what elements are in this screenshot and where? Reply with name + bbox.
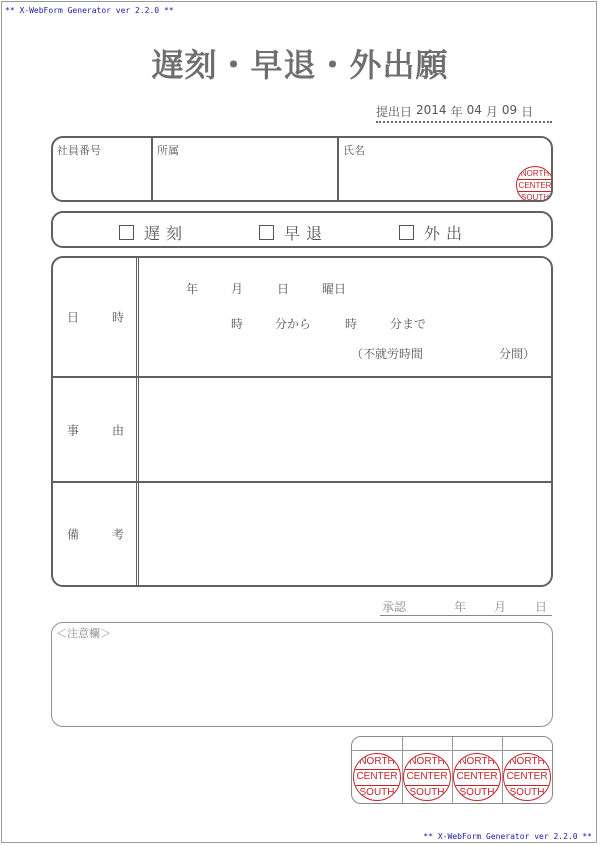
dt-from: 分から: [275, 317, 312, 331]
approval-year: 年: [454, 600, 467, 614]
approval-stamp-4: [503, 753, 551, 801]
type-option-out[interactable]: [399, 221, 468, 244]
submit-day-unit: 日: [521, 105, 534, 119]
submit-day[interactable]: 09: [501, 103, 518, 117]
employee-info-box: [51, 136, 553, 202]
remarks-row[interactable]: [53, 483, 551, 585]
employee-id-field[interactable]: [53, 138, 153, 200]
dt-day: 日: [277, 282, 290, 296]
generator-label-bottom: ** X-WebForm Generator ver 2.2.0 **: [423, 832, 592, 841]
dt-year: 年: [186, 282, 199, 296]
reason-label-a: 事: [67, 423, 80, 437]
remarks-label-a: 備: [67, 527, 80, 542]
stamp1-top: NORTH: [359, 756, 395, 767]
seal-text-bottom: SOUTH: [521, 193, 549, 202]
stamp1-bottom: SOUTH: [359, 787, 395, 798]
generator-label-top: ** X-WebForm Generator ver 2.2.0 **: [5, 6, 174, 15]
request-type-box: [51, 211, 553, 248]
type-option-early[interactable]: [259, 221, 328, 244]
notes-box[interactable]: [51, 622, 553, 727]
submit-year[interactable]: 2014: [416, 103, 447, 117]
stamp4-top: NORTH: [509, 756, 545, 767]
seal-text-mid: CENTER: [518, 181, 552, 190]
approval-stamp-3: [453, 753, 501, 801]
dt-nonwork-close: 分間）: [499, 347, 536, 361]
datetime-label-b: 時: [111, 310, 124, 325]
stamp4-mid: CENTER: [506, 771, 548, 782]
dt-hour2: 時: [345, 317, 358, 331]
late-label: 遅刻: [144, 224, 189, 243]
approval-month: 月: [494, 600, 507, 614]
reason-label-cell: [53, 378, 139, 481]
approval-stamp-box: [351, 736, 553, 804]
department-label: 所属: [157, 144, 179, 157]
remarks-label-cell: [53, 483, 139, 585]
dt-hour1: 時: [231, 317, 244, 331]
submit-label: 提出日: [376, 105, 413, 119]
stamp3-top: NORTH: [459, 756, 495, 767]
name-label: 氏名: [343, 144, 365, 157]
stamp4-bottom: SOUTH: [509, 787, 545, 798]
stamp2-top: NORTH: [409, 756, 445, 767]
submit-year-unit: 年: [450, 105, 463, 119]
reason-label-b: 由: [111, 423, 124, 437]
dt-until: 分まで: [390, 317, 427, 331]
approval-day: 日: [535, 600, 548, 614]
seal-text-top: NORTH: [520, 169, 550, 178]
early-leave-checkbox[interactable]: [259, 225, 274, 240]
stamp3-bottom: SOUTH: [459, 787, 495, 798]
going-out-label: 外出: [424, 224, 469, 243]
submit-date: [376, 103, 552, 123]
datetime-label-a: 日: [67, 310, 80, 325]
details-table: [51, 256, 553, 587]
datetime-row: [53, 258, 551, 378]
submit-month[interactable]: 04: [466, 103, 482, 117]
name-seal-stamp: [516, 166, 553, 202]
approval-label: 承認: [382, 600, 407, 614]
dt-month: 月: [231, 282, 244, 296]
dt-nonwork-open: （不就労時間: [351, 347, 424, 361]
submit-month-unit: 月: [485, 105, 498, 119]
name-field[interactable]: [339, 138, 551, 200]
notes-label: ＜注意欄＞: [56, 627, 111, 640]
stamp2-bottom: SOUTH: [409, 787, 445, 798]
employee-id-label: 社員番号: [57, 144, 101, 157]
stamp3-mid: CENTER: [456, 771, 498, 782]
stamp1-mid: CENTER: [356, 771, 398, 782]
form-title: 遅刻・早退・外出願: [151, 46, 449, 84]
approval-date: [380, 597, 552, 616]
department-field[interactable]: [153, 138, 339, 200]
approval-stamp-2: [403, 753, 451, 801]
datetime-label-cell: [53, 258, 139, 376]
approval-stamp-1: [353, 753, 401, 801]
reason-row[interactable]: [53, 378, 551, 483]
early-leave-label: 早退: [284, 224, 329, 243]
dt-weekday: 曜日: [322, 282, 347, 296]
late-checkbox[interactable]: [119, 225, 134, 240]
going-out-checkbox[interactable]: [399, 225, 414, 240]
stamp2-mid: CENTER: [406, 771, 448, 782]
type-option-late[interactable]: [119, 221, 188, 244]
remarks-label-b: 考: [111, 527, 124, 542]
